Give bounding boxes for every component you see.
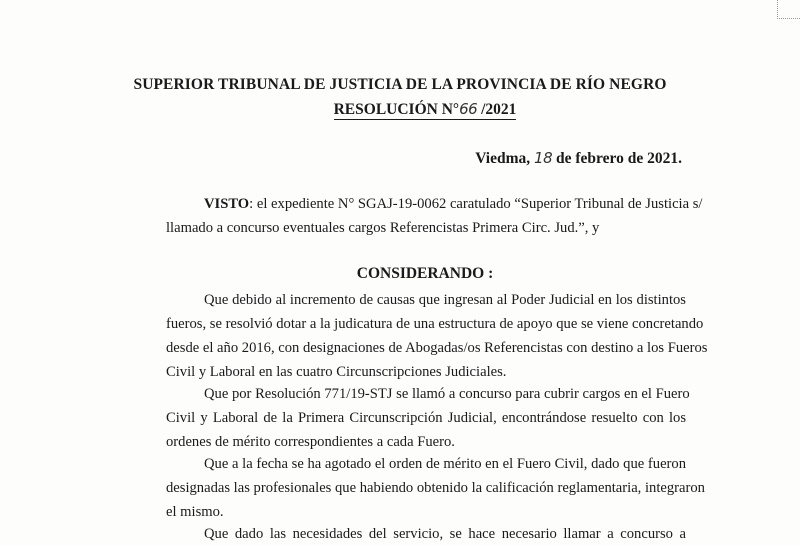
resolution-prefix: RESOLUCIÓN N° xyxy=(333,101,460,118)
institution-title: SUPERIOR TRIBUNAL DE JUSTICIA DE LA PROVINCIA DE RÍO NEGRO xyxy=(133,76,667,93)
paragraph-line: Civil y Laboral de la Primera Circunscripción Judicial, encontrándose resuelto con los xyxy=(166,410,686,426)
scan-corner-mark xyxy=(777,0,800,19)
paragraph-line: designadas las profesionales que habiendo obtenido la calificación reglamentaria, integraron xyxy=(166,480,705,496)
considerando-paragraph-1 xyxy=(166,288,708,384)
date-rest: de febrero de 2021. xyxy=(552,150,682,167)
considerando-paragraph-2 xyxy=(166,382,690,454)
paragraph-line: desde el año 2016, con designaciones de Abogadas/os Referencistas con destino a los Fueros xyxy=(166,340,708,356)
paragraph-line: Que debido al incremento de causas que ingresan al Poder Judicial en los distintos xyxy=(204,292,686,308)
paragraph-line: Que dado las necesidades del servicio, se hace necesario llamar a concurso a xyxy=(204,526,686,542)
visto-text-1: : el expediente N° SGAJ-19-0062 caratulado “Superior Tribunal de Justicia s/ xyxy=(249,196,703,212)
date-day-handwritten: 18 xyxy=(534,149,553,167)
visto-label: VISTO xyxy=(204,196,250,212)
considerando-title: CONSIDERANDO : xyxy=(356,265,494,282)
considerando-paragraph-3 xyxy=(166,452,705,524)
paragraph-line: Civil y Laboral en las cuatro Circunscripciones Judiciales. xyxy=(166,364,507,380)
resolution-underline xyxy=(334,101,517,120)
paragraph-line: el mismo. xyxy=(166,504,224,520)
considerando-paragraph-4 xyxy=(166,522,686,546)
paragraph-line: Que por Resolución 771/19-STJ se llamó a concurso para cubrir cargos en el Fuero xyxy=(204,386,690,402)
resolution-number-handwritten: 66 xyxy=(459,100,478,118)
date-line xyxy=(475,149,682,168)
resolution-heading xyxy=(0,101,800,120)
visto-line-1 xyxy=(166,192,703,216)
paragraph-line: fueros, se resolvió dotar a la judicatura de una estructura de apoyo que se viene concretando xyxy=(166,316,704,332)
visto-line-2: llamado a concurso eventuales cargos Referencistas Primera Circ. Jud.”, y xyxy=(166,220,600,236)
date-place: Viedma, xyxy=(475,150,535,167)
paragraph-line: ordenes de mérito correspondientes a cada Fuero. xyxy=(166,434,455,450)
visto-paragraph xyxy=(166,192,703,240)
paragraph-line: Que a la fecha se ha agotado el orden de mérito en el Fuero Civil, dado que fueron xyxy=(204,456,686,472)
resolution-suffix: /2021 xyxy=(477,101,517,118)
